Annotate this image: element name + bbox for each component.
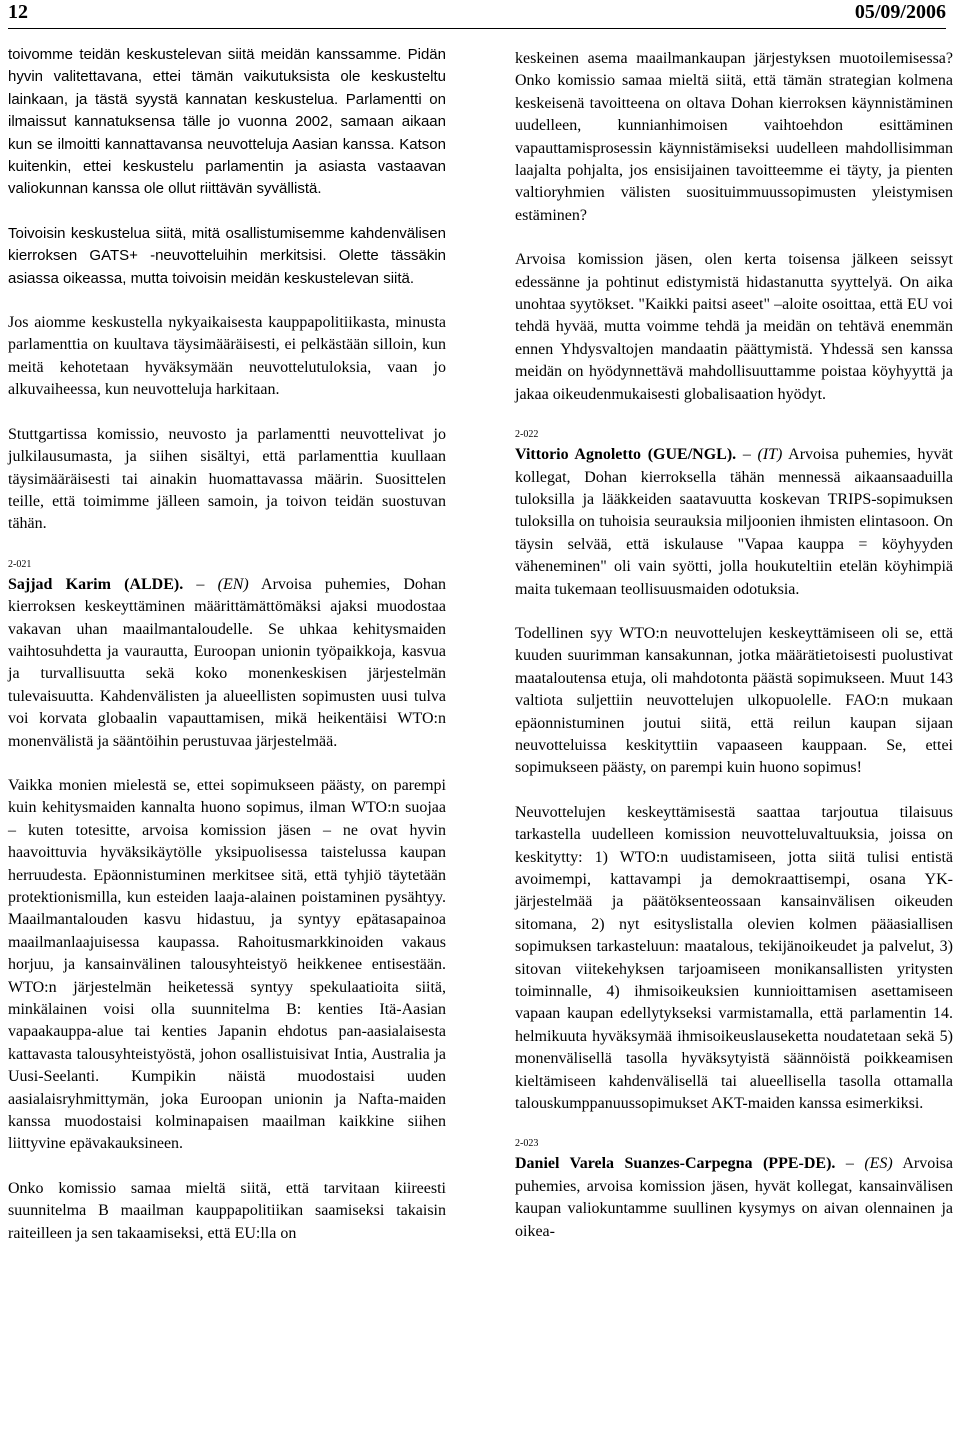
paragraph: toivomme teidän keskustelevan siitä meidän kanssamme. Pidän hyvin valitettavana, ettei tämän vaikutuksista ole keskusteltu lainkaan, ja tästä syystä kannatan keskustelua. Parlamentti on ilmaissut kannatuksensa tälle jo vuonna 2002, samaan aikaan kun se ilmoitti kannattavansa neuvotteluja Aasian kanssa. Katson kuitenkin, ettei keskustelu parlamentin ja asiasta vastaavan valiokunnan kanssa ole ollut riittävän syvällistä. xyxy=(8,46,446,198)
dash: – xyxy=(736,446,758,464)
speaker-name: Daniel Varela Suanzes-Carpegna (PPE-DE). xyxy=(515,1155,836,1173)
speech-text: Arvoisa puhemies, hyvät kollegat, Dohan kierroksella tähän mennessä aikaansaaduilla tuloksilla ja lääkkeiden saatavuutta koskevan TRIPS-sopimuksen tuloksilla on tuhoisia seurauksia miljoonien ihmisten elintasoon. On täysin selvää, että iskulause "Vapaa kauppa = köyhyyden väheneminen" oli vain syötti, jolla houkuteltiin etelän köyhimpiä maita tukemaan teollisuusmaiden odotuksia. xyxy=(515,446,954,598)
paragraph: Vaikka monien mielestä se, ettei sopimukseen päästy, on parempi kuin kehitysmaiden kannalta huono sopimus, ilman WTO:n suojaa – kuten totesitte, arvoisa komission jäsen – ne ovat hyvin haavoittuvia hyväksikäytölle yksipuolisessa taistelussa kaupan herruudesta. Epäonnistuminen merkitsee sitä, että tyhjiö täytetään protektionismilla, kun esteiden laaja-alainen poistaminen pysähtyy. Maailmantalouden kasvu hidastuu, ja syntyy epätasapainoa maailmanlaajuisessa kaupassa. Rahoitusmarkkinoiden vakaus horjuu, ja kansainvälinen talousyhteistyö heikkenee entisestään. WTO:n järjestelmän heiketessä syntyy spekulaatioita siitä, minkälainen voisi olla suunnitelma B: kenties Itä-Aasian vapaakauppa-alue tai kenties Japanin ehdotus pan-aasialaisesta kattavasta talousyhteistyöstä, johon osallistuisivat Intia, Australia ja Uusi-Seelanti. Kumpikin näistä muodostaisi uuden aasialaisryhmittymän, joka Euroopan unionin ja Nafta-maiden kanssa muodostaisi kolminapaisen maailman kaikkine siihen liittyvine epävakauksineen. xyxy=(8,776,446,1153)
language-tag: (IT) xyxy=(757,446,783,464)
page-date: 05/09/2006 xyxy=(854,1,946,23)
page-header xyxy=(8,0,946,29)
paragraph: Neuvottelujen keskeyttämisestä saattaa tarjoutua tilaisuus tarkastella uudelleen komission neuvotteluvaltuuksia, joissa on keskitytty: 1) WTO:n uudistamiseen, jotta siitä tulisi entistä avoimempi, kattavampi ja demokraattisempi, osana YK-järjestelmää ja päätöksenteossaan kansainvälisen oikeuden sitomana, 2) nyt esityslistalla olevien kolmen pääasiallisen sopimuksen tarkasteluun: maatalous, tekijänoikeudet ja palvelut, 3) sitovan viitekehyksen tarjoamiseen monikansallisten yritysten toiminnalle, 4) ihmisoikeuksien kunnioittamisen asettamiseen vapaan kaupan edellytykseksi varmistamalla, että parlamentin 14. helmikuuta hyväksymää ihmisoikeuslauseketta noudatetaan sekä 5) monenvälisellä tasolla hyväksytyistä säännöistä poikkeamisen kieltämiseen kahdenvälisellä tai alueellisella tasolla ottamalla talouskumppanuussopimukset AKT-maiden kanssa esimerkiksi. xyxy=(515,803,953,1113)
speech-paragraph xyxy=(515,1153,953,1243)
language-tag: (ES) xyxy=(864,1155,893,1173)
speech-text: Arvoisa puhemies, Dohan kierroksen keskeyttäminen määrittämättömäksi ajaksi muodostaa vakavan uhan maailmantaloudelle. Se uhkaa kehitysmaiden vaihtosuhdetta ja vaurautta, Euroopan unionin työpaikkoja, kasvua ja turvallisuutta sekä koko monenkeskisen järjestelmän tulevaisuutta. Kahdenvälisten ja alueellisten sopimusten uusi tulva voi korvata globaalin vapauttamisen, mikä heikentäisi WTO:n monenvälistä ja sääntöihin perustuvaa järjestelmää. xyxy=(8,575,447,750)
speech-paragraph xyxy=(8,574,446,753)
speech-reference: 2-021 xyxy=(8,558,32,570)
paragraph: Todellinen syy WTO:n neuvottelujen keskeyttämiseen oli se, että kuuden suurimman kansakunnan, jotka määrätietoisesti puolustivat maataloutensa etuja, oli mahdotonta päästä sopimukseen. Muut 143 valtiota suljettiin neuvottelujen ulkopuolelle. FAO:n mukaan epäonnistuminen joutui siitä, että reilun kaupan sijaan neuvotteluissa keskityttiin vapaaseen kauppaan. Se, ettei sopimukseen päästy, on parempi kuin huono sopimus! xyxy=(515,624,953,777)
paragraph: Toivoisin keskustelua siitä, mitä osallistumisemme kahdenvälisen kierroksen GATS+ -neuvotteluihin merkitsisi. Olette tässäkin asiassa oikeassa, mutta toivoisin meidän keskustelevan siitä. xyxy=(8,224,446,287)
dash: – xyxy=(835,1155,865,1173)
paragraph: keskeinen asema maailmankaupan järjestyksen muotoilemisessa? Onko komissio samaa mieltä siitä, että tämän strategian kolmena keskeisenä tavoitteena on oltava Dohan kierroksen käynnistäminen uudelleen, kunnianhimoisen vaihtoehdon esittäminen vapauttamisprosessin käynnistämiseksi uudelleen mahdollisimman laajalta pohjalta, jos ensisijainen tavoitteemme ei täyty, ja pienten valtioryhmien välisten suosituimmuussopimusten yleistymisen estäminen? xyxy=(515,50,953,224)
language-tag: (EN) xyxy=(217,575,249,593)
left-column xyxy=(8,44,446,1245)
right-column xyxy=(515,48,953,1243)
speech-text: Arvoisa puhemies, arvoisa komission jäsen, hyvät kollegat, kansainvälisen kaupan valiokuntamme suullinen kysymys on aivan olennainen ja oikea- xyxy=(515,1155,953,1240)
speech-reference: 2-023 xyxy=(515,1138,539,1150)
paragraph: Onko komissio samaa mieltä siitä, että tarvitaan kiireesti suunnitelma B maailman kauppapolitiikan saamiseksi takaisin raiteilleen ja sen takaamiseksi, että EU:lla on xyxy=(8,1179,446,1242)
speech-paragraph xyxy=(515,444,953,601)
speaker-name: Sajjad Karim (ALDE). xyxy=(8,575,184,593)
speech-reference: 2-022 xyxy=(515,429,539,441)
paragraph: Jos aiomme keskustella nykyaikaisesta kauppapolitiikasta, minusta parlamenttia on kuultava täysimääräisesti, ei pelkästään silloin, kun meitä kehotetaan hyväksymään neuvottelutuloksia, vaan jo alkuvaiheessa, kun neuvotteluja harkitaan. xyxy=(8,314,446,399)
paragraph: Stuttgartissa komissio, neuvosto ja parlamentti neuvottelivat jo julkilausumasta, ja siihen sisältyi, että parlamenttia kuullaan täysimääräisesti tai ainakin huomattavassa määrin. Suosittelen teille, että toimimme jälleen samoin, ja toivon teidän suostuvan tähän. xyxy=(8,425,446,533)
page-number: 12 xyxy=(8,1,28,23)
paragraph: Arvoisa komission jäsen, olen kerta toisensa jälkeen seissyt edessänne ja pohtinut edistymistä hidastanutta syyttelyä. On aika unohtaa syytökset. "Kaikki paitsi aseet" –aloite osoittaa, että EU voi tehdä hyvää, mutta voimme tehdä ja meidän on tehtävä enemmän ennen Yhdysvaltojen mandaatin päättymistä. Yhdessä sen kanssa meidän on hyödynnettävä mahdollisuuttamme poistaa köyhyyttä ja jakaa oikeudenmukaisesti globalisaation hyödyt. xyxy=(515,251,953,403)
speaker-name: Vittorio Agnoletto (GUE/NGL). xyxy=(515,446,737,464)
dash: – xyxy=(183,575,218,593)
